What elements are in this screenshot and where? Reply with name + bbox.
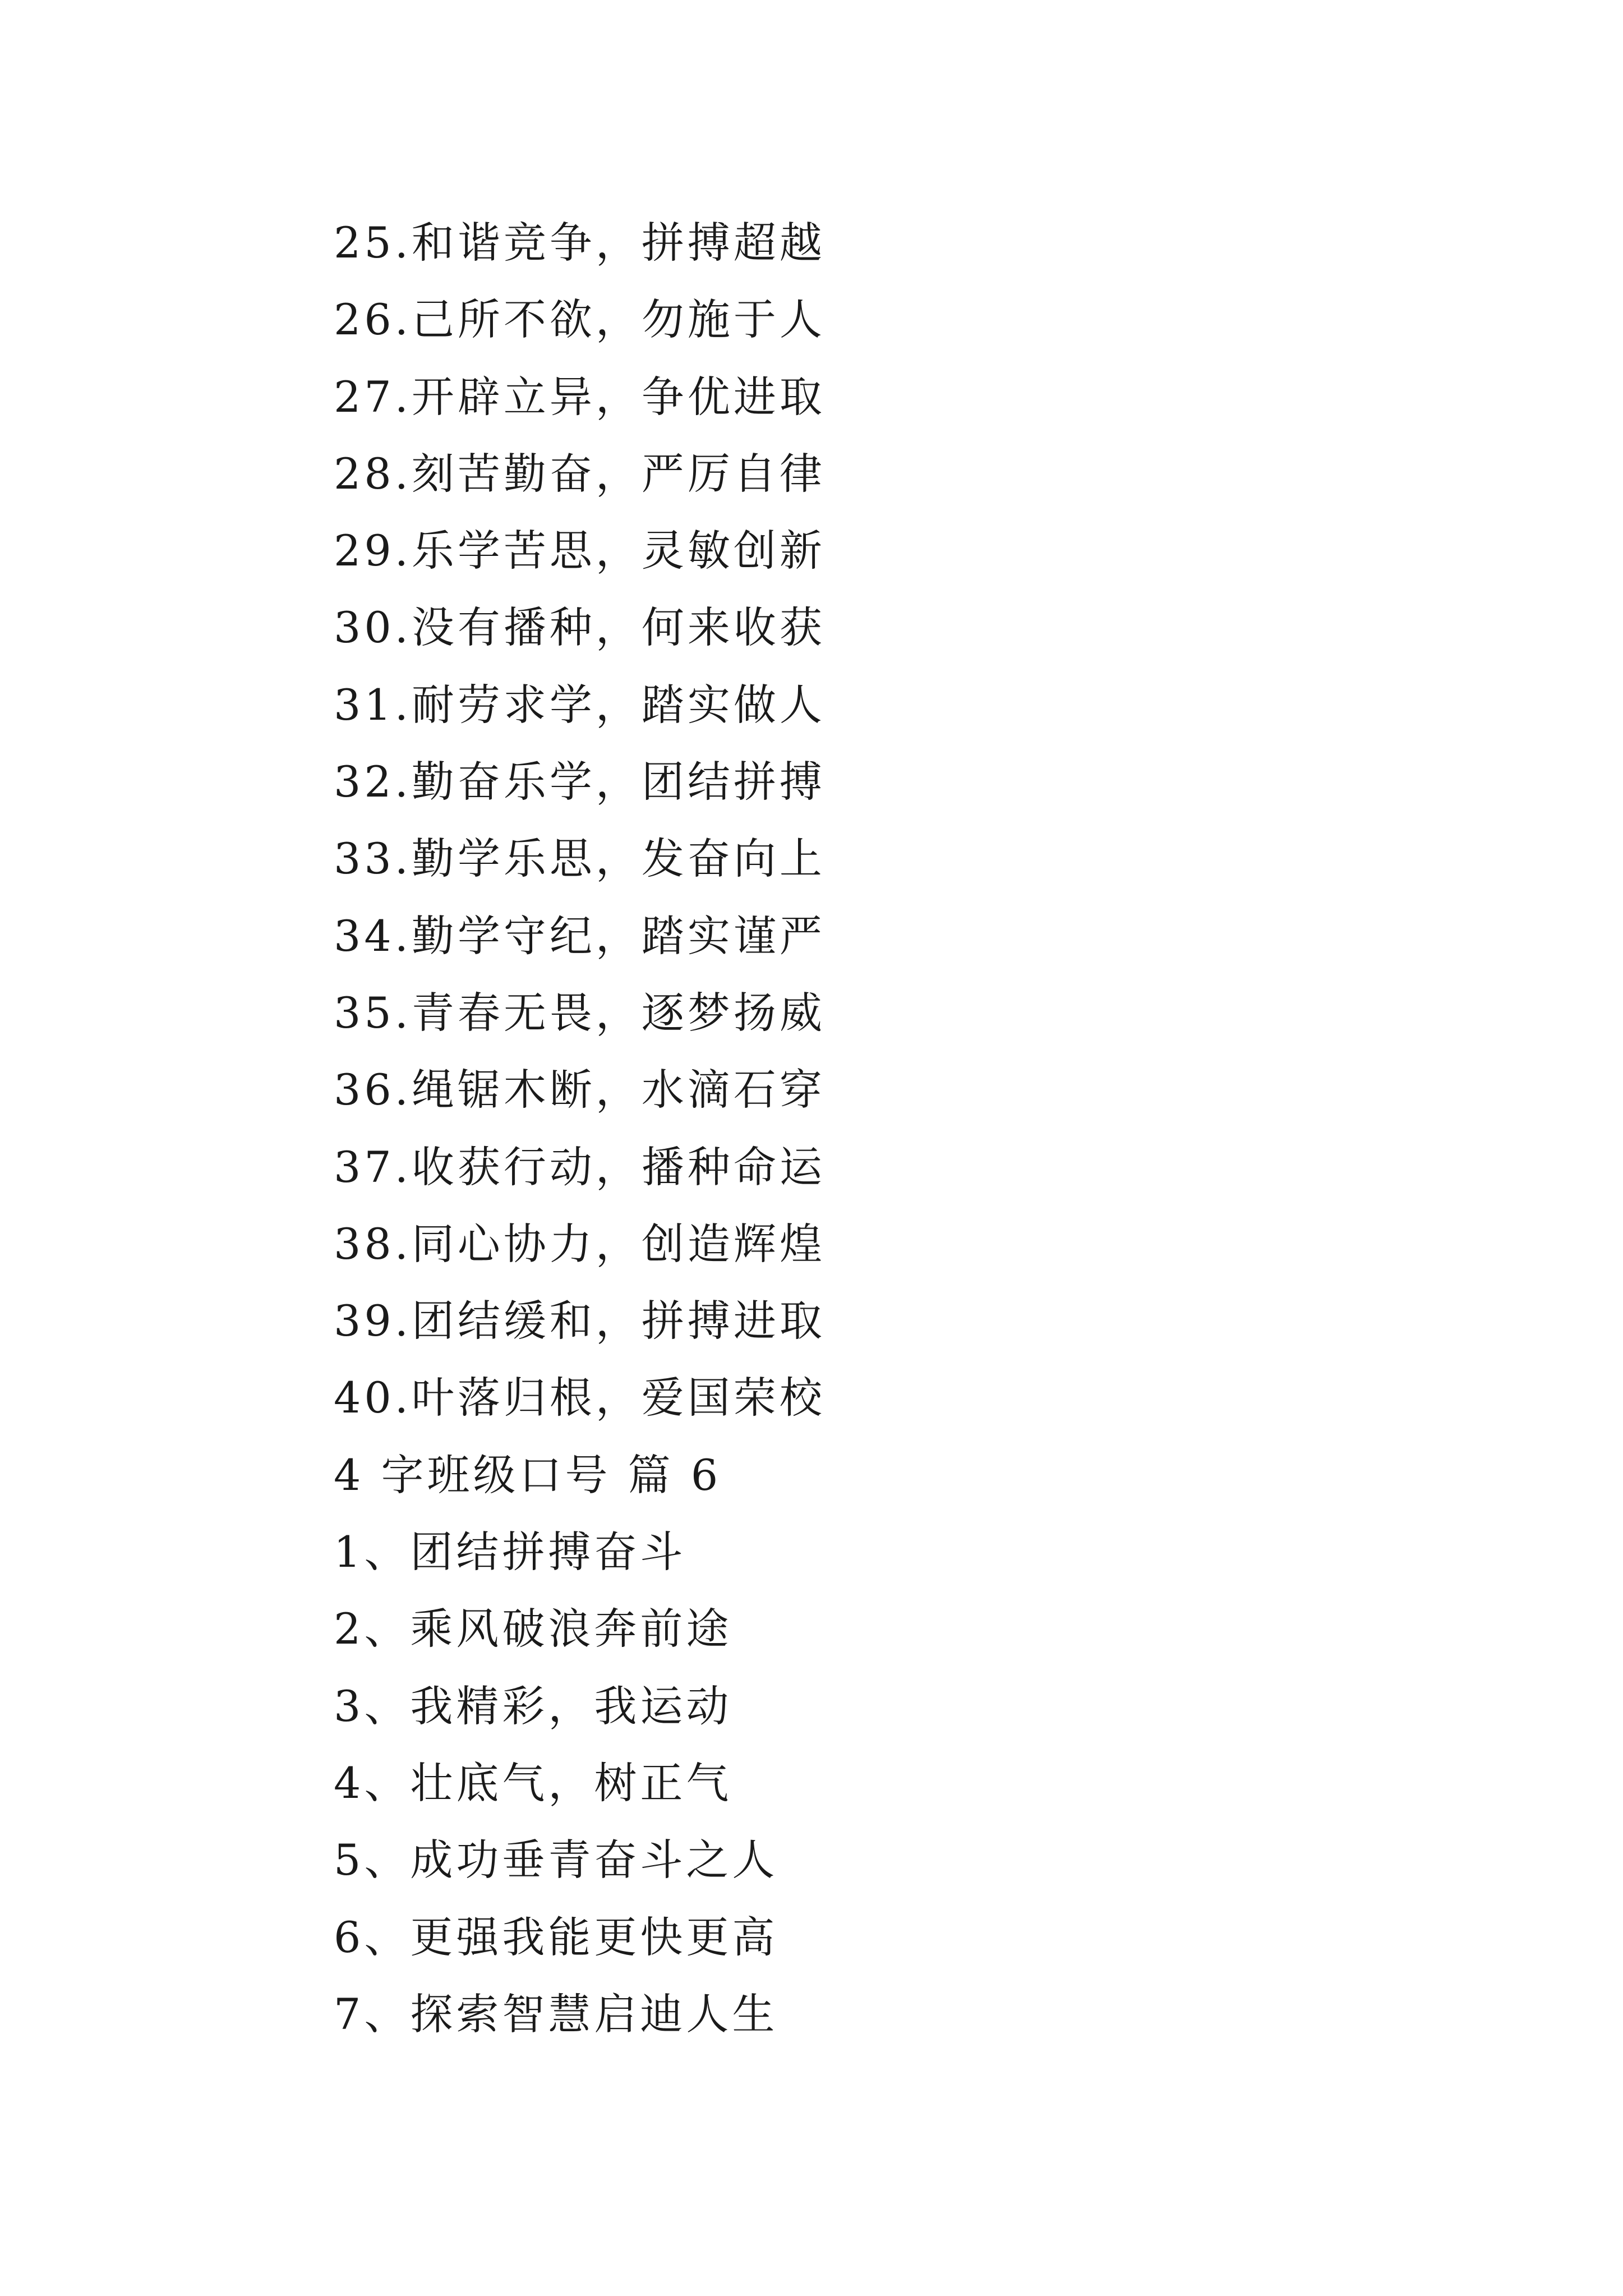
slogan-line: 32.勤奋乐学，团结拼搏	[334, 757, 826, 807]
slogan-line: 34.勤学守纪，踏实谨严	[334, 910, 826, 961]
slogan-line: 3、我精彩，我运动	[334, 1681, 732, 1731]
section-heading: 4 字班级口号 篇 6	[334, 1450, 722, 1500]
slogan-line: 5、成功垂青奋斗之人	[334, 1835, 778, 1885]
slogan-line: 2、乘风破浪奔前途	[334, 1604, 732, 1654]
slogan-line: 25.和谐竞争，拼搏超越	[334, 218, 826, 268]
slogan-line: 29.乐学苦思，灵敏创新	[334, 526, 826, 576]
slogan-line: 39.团结缓和，拼搏进取	[334, 1296, 826, 1346]
slogan-line: 33.勤学乐思，发奋向上	[334, 834, 826, 884]
slogan-line: 4、壮底气，树正气	[334, 1757, 732, 1808]
slogan-line: 30.没有播种，何来收获	[334, 602, 826, 653]
slogan-line: 31.耐劳求学，踏实做人	[334, 679, 826, 730]
slogan-list	[334, 216, 1455, 2064]
slogan-line: 1、团结拼搏奋斗	[334, 1527, 686, 1577]
slogan-line: 27.开辟立异，争优进取	[334, 371, 826, 422]
slogan-line: 7、探索智慧启迪人生	[334, 1989, 778, 2039]
slogan-line: 26.己所不欲，勿施于人	[334, 295, 826, 345]
slogan-line: 35.青春无畏，逐梦扬威	[334, 987, 826, 1038]
slogan-line: 38.同心协力，创造辉煌	[334, 1218, 826, 1269]
slogan-line: 37.收获行动，播种命运	[334, 1142, 826, 1192]
slogan-line: 28.刻苦勤奋，严厉自律	[334, 448, 826, 499]
slogan-line: 40.叶落归根，爱国荣校	[334, 1373, 826, 1423]
slogan-line: 6、更强我能更快更高	[334, 1912, 778, 1962]
slogan-line: 36.绳锯木断，水滴石穿	[334, 1065, 826, 1115]
